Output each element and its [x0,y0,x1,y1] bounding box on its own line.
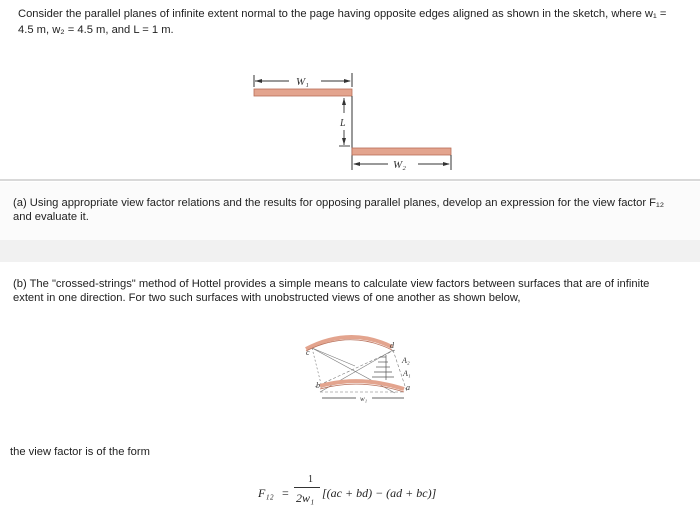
intro-line-2: 4.5 m, w₂ = 4.5 m, and L = 1 m. [18,24,174,36]
sketch2-b: b [316,381,320,390]
intro-line-1: Consider the parallel planes of infinite extent normal to the page having opposite edges aligned as shown in the sketch, where w₁ = [18,8,667,20]
crossed-strings-sketch [0,262,700,519]
part-a-line-2: and evaluate it. [13,211,89,223]
problem-statement-panel [0,0,700,179]
divider-2 [0,240,700,262]
sketch2-c: c [306,348,310,357]
part-b-line-2: extent in one direction. For two such surfaces with unobstructed views of one another as shown below, [13,292,521,304]
sketch2-a: a [406,383,410,392]
fraction-bar [294,487,320,488]
sketch2-A2: A₂ [402,356,410,365]
w1-label: W₁ [296,76,309,88]
part-a-line-1: (a) Using appropriate view factor relations and the results for opposing parallel planes, develop an expression for the view factor F₁₂ [13,197,665,209]
formula-rhs: [(ac + bd) − (ad + bc)] [322,486,437,500]
part-b-line-1: (b) The "crossed-strings" method of Hottel provides a simple means to calculate view factors between surfaces that are of infinite [13,278,650,290]
plate-1 [254,89,352,96]
parallel-planes-sketch [0,0,700,179]
surface-A1 [320,381,404,389]
formula-denominator: 2w₁ [296,491,315,505]
divider-1 [0,179,700,181]
sketch2-w1: w₁ [360,395,368,403]
surface-A2 [306,337,392,349]
view-factor-form-text: the view factor is of the form [10,446,150,458]
formula-lhs: F₁₂ [258,486,274,500]
plate-2 [352,148,451,155]
sketch2-d: d [390,341,394,350]
formula-numerator: 1 [308,474,313,485]
w2-label: W₂ [393,159,406,171]
sketch2-A1: A₁ [403,369,411,378]
part-a-panel [0,182,700,240]
part-b-panel [0,262,700,519]
L-label: L [340,118,346,129]
formula-eq: = [282,486,289,500]
